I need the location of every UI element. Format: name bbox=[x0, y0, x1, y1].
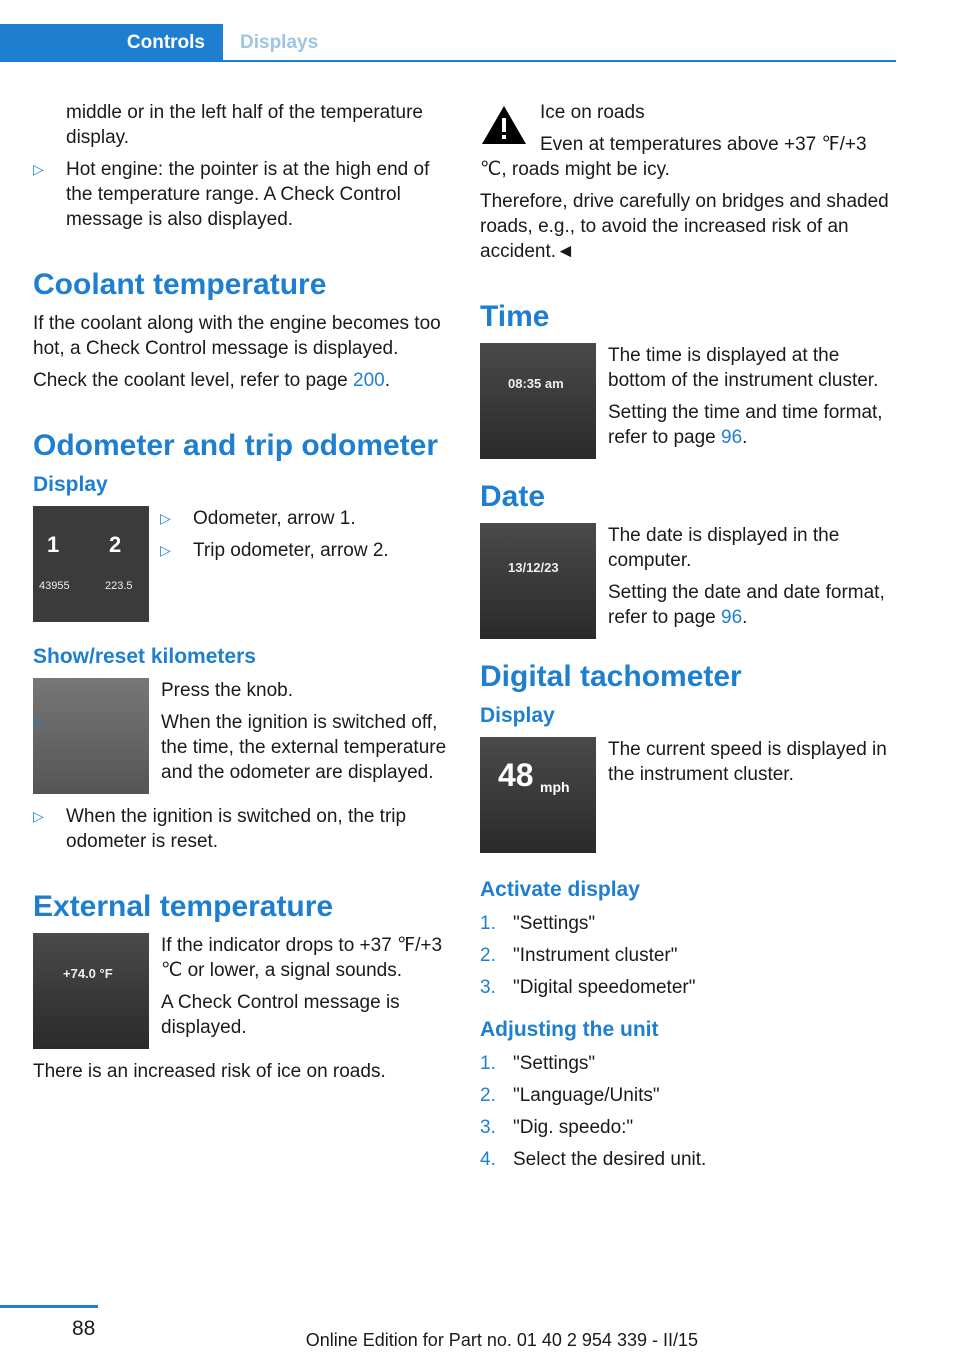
list-item: 1. "Settings" bbox=[480, 913, 596, 934]
right-column bbox=[480, 100, 896, 1179]
page-link[interactable]: 96 bbox=[721, 607, 743, 628]
date-text: The date is displayed in the computer. bbox=[608, 525, 840, 571]
tab-displays[interactable]: Displays bbox=[240, 32, 319, 53]
tacho-text: The current speed is displayed in the instrument cluster. bbox=[608, 739, 887, 785]
header-bar bbox=[0, 24, 896, 62]
speed-unit: mph bbox=[540, 779, 570, 795]
time-image bbox=[480, 343, 596, 459]
heading-time: Time bbox=[480, 300, 550, 333]
subheading-display: Display bbox=[33, 473, 108, 496]
time-value: 08:35 am bbox=[508, 376, 564, 391]
warning-icon bbox=[480, 104, 528, 146]
external-text: If the indicator drops to +37 ℉/+3 ℃ or lower, a signal sounds. bbox=[161, 935, 443, 981]
coolant-text: If the coolant along with the engine becomes too hot, a Check Control message is displayed. bbox=[33, 313, 441, 359]
arrow-1-label: 1 bbox=[47, 532, 60, 557]
heading-external: External temperature bbox=[33, 890, 334, 923]
external-text: A Check Control message is displayed. bbox=[161, 992, 400, 1038]
left-column bbox=[33, 100, 449, 1091]
speed-image bbox=[480, 737, 596, 853]
ice-text: Therefore, drive carefully on bridges and shaded roads, e.g., to avoid the increased risk of an accident.◄ bbox=[480, 191, 889, 262]
heading-activate: Activate display bbox=[480, 878, 640, 901]
heading-unit: Adjusting the unit bbox=[480, 1018, 659, 1041]
list-item: 2. "Language/Units" bbox=[480, 1085, 660, 1106]
ice-title: Ice on roads bbox=[540, 102, 645, 123]
page-link[interactable]: 96 bbox=[721, 427, 743, 448]
ice-text: Even at temperatures above +37 ℉/+3 ℃, roads might be icy. bbox=[480, 134, 867, 180]
time-ref: Setting the time and time format, refer to page 96. bbox=[608, 402, 883, 448]
footer-edition: Online Edition for Part no. 01 40 2 954 339 - II/15 bbox=[305, 1330, 698, 1350]
heading-tacho: Digital tachometer bbox=[480, 660, 742, 693]
speed-number: 48 bbox=[498, 757, 534, 793]
heading-odometer: Odometer and trip odometer bbox=[33, 429, 439, 462]
heading-reset: Show/reset kilometers bbox=[33, 645, 256, 668]
external-temp-value: +74.0 °F bbox=[63, 966, 113, 981]
list-item: ▷ Trip odometer, arrow 2. bbox=[160, 538, 449, 563]
footer-rule bbox=[0, 1305, 98, 1308]
odometer-image bbox=[33, 506, 149, 622]
trip-value: 223.5 bbox=[105, 580, 133, 592]
date-ref: Setting the date and date format, refer to page 96. bbox=[608, 582, 885, 628]
reset-text: Press the knob. bbox=[161, 680, 294, 701]
list-item: ▷ When the ignition is switched off, the time, the external temperature and the odometer are displayed. bbox=[33, 710, 449, 785]
list-item: ▷ Hot engine: the pointer is at the high end of the temperature range. A Check Control message is also displayed. bbox=[33, 157, 449, 232]
list-item: 3. "Digital speedometer" bbox=[480, 977, 696, 998]
subheading-display: Display bbox=[480, 704, 555, 727]
odometer-value: 43955 bbox=[39, 580, 70, 592]
external-text: There is an increased risk of ice on roads. bbox=[33, 1061, 386, 1082]
page-link[interactable]: 200 bbox=[353, 370, 385, 391]
external-temp-image bbox=[33, 933, 149, 1049]
list-item: 4. Select the desired unit. bbox=[480, 1149, 707, 1170]
list-item: 2. "Instrument cluster" bbox=[480, 945, 678, 966]
date-value: 13/12/23 bbox=[508, 560, 559, 575]
intro-text: middle or in the left half of the temperature display. bbox=[66, 102, 423, 148]
tab-controls[interactable]: Controls bbox=[0, 24, 223, 62]
date-image bbox=[480, 523, 596, 639]
list-item: 1. "Settings" bbox=[480, 1053, 596, 1074]
page-number: 88 bbox=[72, 1317, 96, 1340]
heading-date: Date bbox=[480, 480, 546, 513]
time-text: The time is displayed at the bottom of the instrument cluster. bbox=[608, 345, 879, 391]
arrow-2-label: 2 bbox=[109, 532, 122, 557]
list-item: ▷ When the ignition is switched on, the trip odometer is reset. bbox=[33, 804, 449, 854]
list-item: 3. "Dig. speedo:" bbox=[480, 1117, 634, 1138]
coolant-ref: Check the coolant level, refer to page 200. bbox=[33, 370, 391, 391]
heading-coolant: Coolant temperature bbox=[33, 268, 327, 301]
list-item: ▷ Odometer, arrow 1. bbox=[160, 506, 449, 531]
